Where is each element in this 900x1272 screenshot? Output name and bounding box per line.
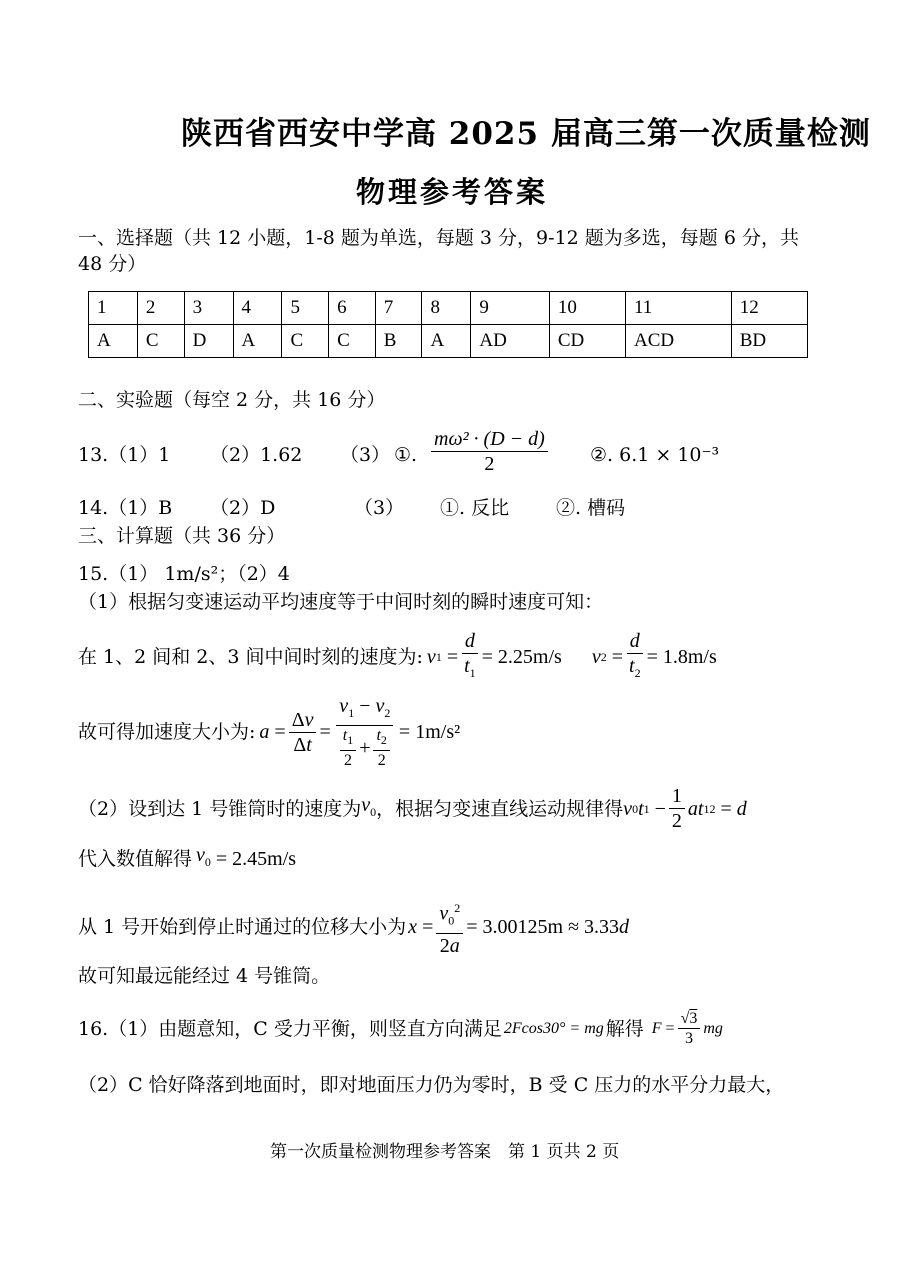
q13-part1: 13.（1）1 — [78, 444, 171, 466]
q16-line2: （2）C 恰好降落到地面时，即对地面压力仍为零时，B 受 C 压力的水平分力最大， — [78, 1074, 785, 1096]
q15-line2 — [78, 630, 717, 684]
q15-line6 — [78, 897, 629, 957]
answer-cell: ACD — [626, 325, 732, 358]
v1-formula: v 1 = $\frac{d}{t_1}$ = 2.25m/s — [426, 630, 562, 680]
answer-cell: CD — [549, 325, 625, 358]
q15-line6-text: 从 1 号开始到停止时通过的位移大小为 — [78, 915, 407, 938]
table-row-answers — [89, 325, 808, 358]
q15-line1: （1）根据匀变速运动平均速度等于中间时刻的瞬时速度可知： — [78, 591, 604, 613]
q14-answer1: ①. 反比 — [440, 497, 510, 519]
q13-part2: （2）1.62 — [210, 444, 303, 466]
q14-part3: （3） — [354, 497, 405, 519]
question-number-cell: 12 — [731, 292, 807, 325]
q13-frac-den: 2 — [484, 453, 495, 475]
f-formula: F = $\frac{√3}{3}$ mg — [651, 1010, 723, 1047]
q14-answer2: ②. 槽码 — [556, 497, 626, 519]
v2-result: = 1.8m/s — [646, 646, 717, 668]
q13-circle1: ①. — [394, 444, 418, 466]
q15-answer: 15.（1） 1m/s²；（2）4 — [78, 563, 290, 585]
q13-frac-num: mω² · (D − d) — [431, 428, 548, 452]
section1-heading: 一、选择题（共 12 小题，1-8 题为单选，每题 3 分，9-12 题为多选，每题 6 分，共 — [78, 227, 799, 249]
question-number-cell: 5 — [282, 292, 329, 325]
answer-cell: A — [422, 325, 471, 358]
q15-line5: 代入数值解得 $v_0$ = 2.45m/s — [78, 844, 297, 870]
q13-part3: （3） — [340, 444, 391, 466]
x-result: = 3.00125m ≈ 3.33 — [466, 915, 620, 938]
answer-table — [88, 291, 808, 358]
q15-line3-text: 故可得加速度大小为: — [78, 721, 256, 744]
q16-line1 — [78, 1010, 723, 1047]
answer-cell: C — [282, 325, 329, 358]
q15-line2-text: 在 1、2 间和 2、3 间中间时刻的速度为: — [78, 646, 423, 668]
question-number-cell: 3 — [184, 292, 233, 325]
answer-cell: D — [184, 325, 233, 358]
answer-cell: A — [89, 325, 138, 358]
q15-line4-text: （2）设到达 1 号锥筒时的速度为 — [78, 797, 362, 820]
answer-cell: AD — [471, 325, 549, 358]
question-number-cell: 11 — [626, 292, 732, 325]
answer-cell: C — [329, 325, 376, 358]
a-result: = 1m/s² — [398, 721, 461, 744]
q15-line4-text2: ，根据匀变速直线运动规律得 — [376, 797, 624, 820]
section1-heading-cont: 48 分） — [78, 253, 147, 275]
q15-line4: （2）设到达 1 号锥筒时的速度为 $v_0$ ，根据匀变速直线运动规律得 v 0 t 1 − $\frac{1}{2}$ at 1 2 = d — [78, 785, 747, 832]
section2-heading: 二、实验题（每空 2 分，共 16 分） — [78, 389, 386, 411]
question-number-cell: 9 — [471, 292, 549, 325]
question-number-cell: 4 — [233, 292, 282, 325]
question-number-cell: 6 — [329, 292, 376, 325]
q14-part1: 14.（1）B — [78, 497, 173, 519]
x-formula: x = $\frac{v_0^2}{2a}$ = 3.00125m ≈ 3.33 d — [408, 897, 629, 957]
question-number-cell: 8 — [422, 292, 471, 325]
a-formula: a = $\frac{\Delta v}{\Delta t}$ = $v_1 - v_2$ $\frac{t_1}{2}$ + $\frac{t_2}{2}$ = 1m/s² — [259, 695, 461, 770]
question-number-cell: 7 — [375, 292, 422, 325]
q13-fraction — [428, 428, 551, 475]
q15-line7: 故可知最远能经过 4 号锥筒。 — [78, 965, 331, 987]
answer-cell: C — [137, 325, 184, 358]
q13-circle2: ②. 6.1 × 10⁻³ — [590, 444, 720, 466]
page-title: 陕西省西安中学高 2025 届高三第一次质量检测 — [181, 116, 871, 152]
q15-line3 — [78, 695, 460, 769]
table-row-questions — [89, 292, 808, 325]
answer-cell: A — [233, 325, 282, 358]
answer-cell: BD — [731, 325, 807, 358]
v1-result: = 2.25m/s — [481, 646, 562, 668]
question-number-cell: 1 — [89, 292, 138, 325]
kinematics-formula: v 0 t 1 − $\frac{1}{2}$ at 1 2 = d — [623, 785, 747, 832]
question-number-cell: 2 — [137, 292, 184, 325]
v2-formula: v 2 = $\frac{d}{t_2}$ = 1.8m/s — [591, 630, 717, 680]
answer-cell: B — [375, 325, 422, 358]
q16-solve: 解得 — [605, 1017, 644, 1040]
page-subtitle: 物理参考答案 — [356, 175, 549, 209]
q14-part2: （2）D — [210, 497, 276, 519]
q16-line1-text: 16.（1）由题意知，C 受力平衡，则竖直方向满足 — [78, 1017, 502, 1040]
question-number-cell: 10 — [549, 292, 625, 325]
q16-eq1: 2Fcos30° = mg — [503, 1019, 604, 1037]
q15-line5-text: 代入数值解得 — [78, 847, 193, 870]
section3-heading: 三、计算题（共 36 分） — [78, 525, 286, 547]
v0-result: = 2.45m/s — [215, 847, 297, 870]
page-footer: 第一次质量检测物理参考答案 第 1 页共 2 页 — [270, 1142, 620, 1162]
